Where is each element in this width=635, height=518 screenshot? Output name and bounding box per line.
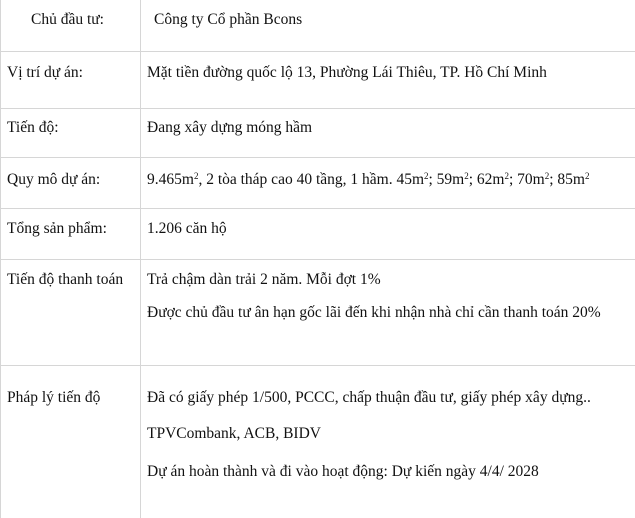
products-value: 1.206 căn hộ: [147, 220, 227, 237]
investor-label: Chủ đầu tư:: [31, 11, 104, 28]
table-row-scale: [0, 158, 635, 209]
legal-label: Pháp lý tiến độ: [7, 389, 101, 406]
location-value: Mặt tiền đường quốc lộ 13, Phường Lái Thiêu, TP. Hồ Chí Minh: [147, 64, 547, 81]
progress-value: Đang xây dựng móng hầm: [147, 119, 313, 136]
progress-label: Tiến độ:: [7, 119, 59, 136]
payment-value-1: Trả chậm dàn trải 2 năm. Mỗi đợt 1%: [147, 271, 381, 288]
table-row-investor: [0, 0, 635, 52]
legal-value-1: Đã có giấy phép 1/500, PCCC, chấp thuận đầu tư, giấy phép xây dựng..: [147, 389, 591, 406]
legal-value-3: Dự án hoàn thành và đi vào hoạt động: Dự kiến ngày 4/4/ 2028: [147, 463, 539, 480]
table-row-payment: [0, 260, 635, 366]
location-label: Vị trí dự án:: [7, 64, 83, 81]
table-row-progress: [0, 109, 635, 158]
scale-value: $9.465m^2$, 2 tòa tháp cao 40 tầng, 1 hầm. $45m^2$; $59m^2$; $62m^2$; $70m^2$; $85m^2$: [147, 171, 590, 188]
table-row-products: [0, 209, 635, 260]
payment-label: Tiến độ thanh toán: [7, 271, 124, 288]
payment-value-2: Được chủ đầu tư ân hạn gốc lãi đến khi nhận nhà chỉ cần thanh toán 20%: [147, 304, 601, 321]
investor-value: Công ty Cổ phần Bcons: [154, 11, 303, 28]
scale-label: Quy mô dự án:: [7, 171, 101, 188]
products-label: Tổng sản phẩm:: [7, 220, 107, 237]
legal-value-2: TPVCombank, ACB, BIDV: [147, 425, 321, 442]
table-row-location: [0, 52, 635, 109]
table-row-legal: [0, 366, 635, 518]
